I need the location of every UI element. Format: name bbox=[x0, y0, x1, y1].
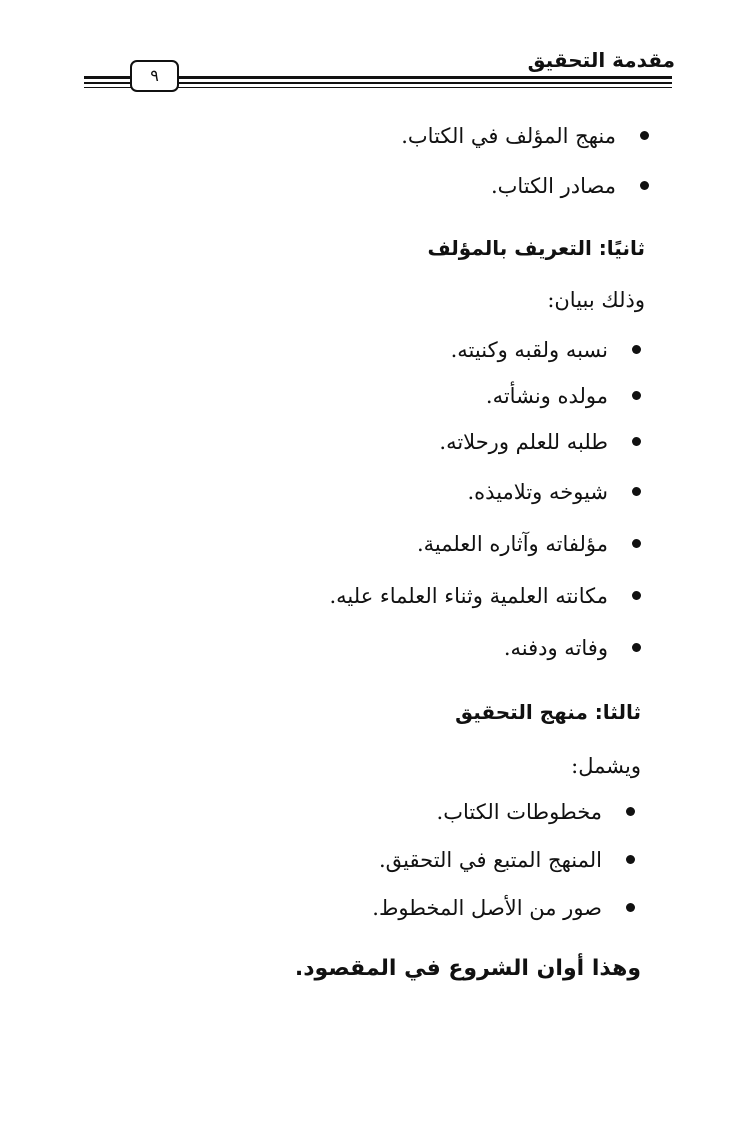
list-item bbox=[439, 428, 641, 456]
section-intro: وذلك ببيان: bbox=[547, 288, 645, 312]
list-item bbox=[504, 634, 641, 662]
list-item bbox=[379, 846, 635, 874]
list-item-text: مكانته العلمية وثناء العلماء عليه. bbox=[329, 584, 608, 608]
list-item bbox=[486, 382, 641, 410]
list-item bbox=[329, 582, 641, 610]
list-item bbox=[437, 798, 635, 826]
list-item-text: منهج المؤلف في الكتاب. bbox=[401, 124, 616, 148]
list-item bbox=[401, 122, 649, 150]
bullet-icon bbox=[632, 539, 641, 548]
list-item-text: شيوخه وتلاميذه. bbox=[467, 480, 608, 504]
page-number: ٩ bbox=[130, 60, 179, 92]
bullet-icon bbox=[632, 643, 641, 652]
running-header-title: مقدمة التحقيق bbox=[527, 48, 675, 72]
list-item bbox=[491, 172, 649, 200]
list-item-text: المنهج المتبع في التحقيق. bbox=[378, 848, 602, 872]
bullet-icon bbox=[632, 591, 641, 600]
list-item bbox=[468, 478, 642, 506]
list-item-text: مولده ونشأته. bbox=[485, 384, 608, 408]
bullet-icon bbox=[632, 345, 641, 354]
bullet-icon bbox=[640, 181, 649, 190]
list-item bbox=[372, 894, 635, 922]
list-item bbox=[417, 530, 641, 558]
section-intro: ويشمل: bbox=[571, 754, 641, 778]
list-item-text: مخطوطات الكتاب. bbox=[436, 800, 602, 824]
list-item-text: طلبه للعلم ورحلاته. bbox=[439, 430, 608, 454]
list-item-text: صور من الأصل المخطوط. bbox=[372, 896, 602, 920]
list-item-text: نسبه ولقبه وكنيته. bbox=[450, 338, 608, 362]
closing-statement: وهذا أوان الشروع في المقصود. bbox=[294, 956, 641, 981]
list-item bbox=[451, 336, 641, 364]
list-item-text: مؤلفاته وآثاره العلمية. bbox=[416, 532, 608, 556]
list-item-text: مصادر الكتاب. bbox=[490, 174, 616, 198]
section-heading: ثانيًا: التعريف بالمؤلف bbox=[427, 236, 645, 260]
bullet-icon bbox=[626, 855, 635, 864]
bullet-icon bbox=[626, 807, 635, 816]
bullet-icon bbox=[632, 391, 641, 400]
list-item-text: وفاته ودفنه. bbox=[503, 636, 608, 660]
bullet-icon bbox=[626, 903, 635, 912]
bullet-icon bbox=[632, 437, 641, 446]
bullet-icon bbox=[640, 131, 649, 140]
section-heading: ثالثا: منهج التحقيق bbox=[455, 700, 641, 724]
bullet-icon bbox=[632, 487, 641, 496]
